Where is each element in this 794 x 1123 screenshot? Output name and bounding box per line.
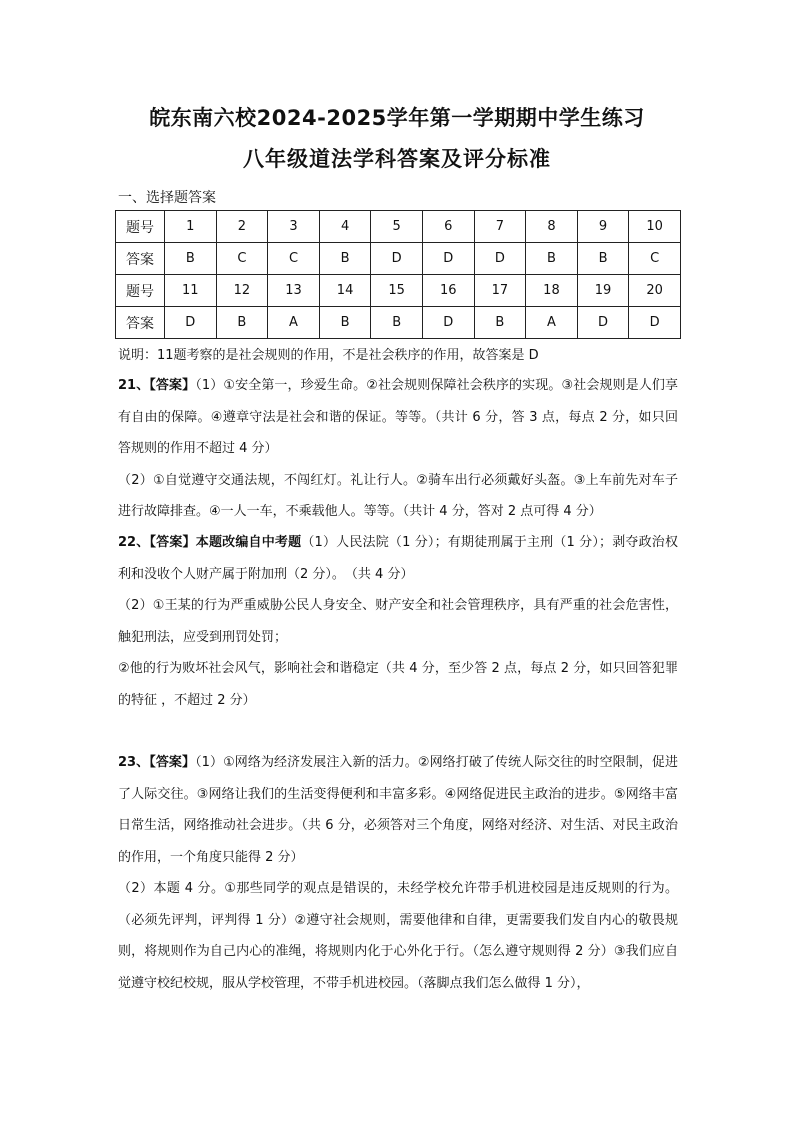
table-cell: 1 (165, 211, 217, 243)
document-subtitle: 八年级道法学科答案及评分标准 (243, 147, 551, 171)
table-cell: 6 (422, 211, 474, 243)
q22-part2b: ②他的行为败坏社会风气，影响社会和谐稳定（共 4 分，至少答 2 点，每点 2 分，如只回答犯罪的特征 ，不超过 2 分） (118, 661, 678, 708)
q23-part2: （2）本题 4 分。①那些同学的观点是错误的，未经学校允许带手机进校园是违反规则的行为。（必须先评判，评判得 1 分）②遵守社会规则，需要他律和自律，更需要我们发自内心的敬畏规则，将规则作为自己内心的准绳，将规则内化于心外化于行。（怎么遵守规则得 2 分）③我们应自觉遵守校纪校规，服从学校管理，不带手机进校园。（落脚点我们怎么做得 1 分）， (118, 881, 678, 991)
q21-part2: （2）①自觉遵守交通法规，不闯红灯。礼让行人。②骑车出行必须戴好头盔。③上车前先对车子进行故障排查。④一人一车，不乘载他人。等等。（共计 4 分，答对 2 点可得 4 分） (118, 472, 678, 519)
table-row (116, 275, 681, 307)
table-cell: 14 (319, 275, 371, 307)
row-label: 题号 (116, 275, 165, 307)
table-cell: 8 (526, 211, 578, 243)
table-cell: B (165, 243, 217, 275)
table-cell: B (577, 243, 629, 275)
table-cell: 18 (526, 275, 578, 307)
table-cell: 9 (577, 211, 629, 243)
table-cell: 4 (319, 211, 371, 243)
table-cell: 15 (371, 275, 423, 307)
table-cell: 13 (268, 275, 320, 307)
q22-label: 22、【答案】 (118, 535, 196, 550)
table-cell: D (371, 243, 423, 275)
answer-note (118, 340, 678, 372)
table-cell: 3 (268, 211, 320, 243)
q22-paragraph-1 (118, 527, 678, 590)
row-label: 答案 (116, 243, 165, 275)
table-cell: B (319, 243, 371, 275)
question-22-answer (118, 527, 678, 716)
q23-paragraph-1 (118, 747, 678, 873)
table-cell: C (216, 243, 268, 275)
table-cell: 2 (216, 211, 268, 243)
table-cell: 17 (474, 275, 526, 307)
table-cell: 12 (216, 275, 268, 307)
table-cell: 16 (422, 275, 474, 307)
row-label: 答案 (116, 307, 165, 339)
document-title: 皖东南六校2024-2025学年第一学期期中学生练习 (149, 106, 645, 130)
table-cell: D (165, 307, 217, 339)
q23-part1: （1）①网络为经济发展注入新的活力。②网络打破了传统人际交往的时空限制，促进了人际交往。③网络让我们的生活变得便利和丰富多彩。④网络促进民主政治的进步。⑤网络丰富日常生活，网络推动社会进步。（共 6 分，必须答对三个角度，网络对经济、对生活、对民主政治的作用，一个角度只能得 2 分） (118, 755, 678, 865)
table-cell: B (319, 307, 371, 339)
q22-part2a: （2）①王某的行为严重威胁公民人身安全、财产安全和社会管理秩序，具有严重的社会危害性，触犯刑法，应受到刑罚处罚； (118, 598, 678, 645)
q22-label-extra: 本题改编自中考题 (195, 535, 302, 550)
table-cell: A (526, 307, 578, 339)
table-cell: 20 (629, 275, 681, 307)
table-cell: D (577, 307, 629, 339)
row-label: 题号 (116, 211, 165, 243)
table-row (116, 243, 681, 275)
table-cell: D (629, 307, 681, 339)
q21-paragraph-1 (118, 370, 678, 465)
table-cell: B (371, 307, 423, 339)
table-cell: 5 (371, 211, 423, 243)
table-cell: B (474, 307, 526, 339)
table-cell: C (268, 243, 320, 275)
table-row (116, 211, 681, 243)
answer-table (115, 210, 681, 339)
table-cell: C (629, 243, 681, 275)
table-cell: D (474, 243, 526, 275)
section-multiple-choice-label: 一、选择题答案 (118, 190, 216, 206)
q21-label: 21、【答案】 (118, 378, 196, 393)
table-cell: D (422, 307, 474, 339)
table-cell: 19 (577, 275, 629, 307)
table-cell: D (422, 243, 474, 275)
table-cell: A (268, 307, 320, 339)
question-23-answer (118, 747, 678, 999)
table-cell: 10 (629, 211, 681, 243)
q22-part1: （1）人民法院（1 分）；有期徒刑属于主刑（1 分）；剥夺政治权利和没收个人财产属于附加刑（2 分）。 （共 4 分） (118, 535, 678, 582)
table-row (116, 307, 681, 339)
q23-label: 23、【答案】 (118, 755, 196, 770)
table-cell: B (216, 307, 268, 339)
q21-part1: （1）①安全第一，珍爱生命。②社会规则保障社会秩序的实现。③社会规则是人们享有自由的保障。④遵章守法是社会和谐的保证。等等。（共计 6 分，答 3 点，每点 2 分，如只回答规则的作用不超过 4 分） (118, 378, 678, 456)
table-cell: B (526, 243, 578, 275)
question-21-answer (118, 370, 678, 528)
table-cell: 11 (165, 275, 217, 307)
note-text: 说明：11题考察的是社会规则的作用，不是社会秩序的作用，故答案是 D (118, 348, 539, 363)
table-cell: 7 (474, 211, 526, 243)
